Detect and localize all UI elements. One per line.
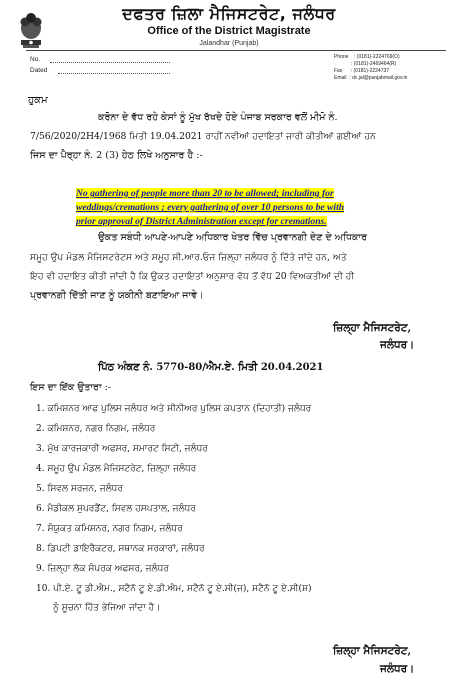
fax-label: Fax — [334, 68, 343, 74]
para1-line1: ਕਰੋਨਾ ਦੇ ਵੱਧ ਰਹੇ ਕੇਸਾਂ ਨੂੰ ਮੁੱਖ ਰੱਖਦੇ ਹੋਏ ਪੰਜਾਬ ਸਰਕਾਰ ਵਲੋਂ ਮੀਮੋ ਨੰ. — [98, 112, 338, 123]
para2-line2: ਸਮੂਹ ਉਪ ਮੰਡਲ ਮੈਜਿਸਟਰੇਟਸ ਅਤੇ ਸਮੂਹ ਸੀ.ਆਰ.ਓਜ ਜ਼ਿਲ੍ਹਾ ਜਲੰਧਰ ਨੂੰ ਦਿੱਤੇ ਜਾਂਦੇ ਹਨ, ਅਤੇ — [30, 252, 347, 263]
office-title-punjabi: ਦਫਤਰ ਜ਼ਿਲਾ ਮੈਜਿਸਟਰੇਟ, ਜਲੰਧਰ — [122, 4, 336, 23]
phone-label: Phone — [334, 54, 349, 60]
recipient-item: 4. ਸਮੂਹ ਉਪ ਮੰਡਲ ਮੈਜਿਸਟਰੇਟ, ਜ਼ਿਲ੍ਹਾ ਜਲੰਧਰ — [36, 464, 197, 474]
recipient-item: 7. ਸੰਯੁਕਤ ਕਮਿਸ਼ਨਰ, ਨਗਰ ਨਿਗਮ, ਜਲੰਧਰ — [36, 524, 183, 534]
recipient-item: 9. ਜ਼ਿਲ੍ਹਾ ਲੋਕ ਸੰਪਰਕ ਅਫਸਰ, ਜਲੰਧਰ — [36, 564, 169, 574]
recipient-item: 8. ਡਿਪਟੀ ਡਾਇਰੈਕਟਰ, ਸਥਾਨਕ ਸਰਕਾਰਾਂ, ਜਲੰਧਰ — [36, 544, 205, 554]
recipient-item: 10. ਪੀ.ਏ. ਟੂ ਡੀ.ਐਮ., ਸਟੈਨੋ ਟੂ ਏ.ਡੀ.ਐਮ, ਸਟੈਨੋ ਟੂ ਏ.ਸੀ(ਜ), ਸਟੈਨੋ ਟੂ ਏ.ਸੀ(ਸ਼) — [36, 584, 312, 594]
phone-office: : (0181)-2224769(O) — [354, 54, 400, 60]
endorsement-reference: ਪਿੱਠ ਅੰਕਣ ਨੰ. 5770-80/ਐਮ.ਏ. ਮਿਤੀ 20.04.2021 — [98, 362, 324, 373]
signature1-designation: ਜ਼ਿਲ੍ਹਾ ਮੈਜਿਸਟਰੇਟ, — [333, 322, 412, 334]
contact-block — [334, 54, 407, 82]
email-label: Email — [334, 75, 347, 81]
recipient-item: 2. ਕਮਿਸ਼ਨਰ, ਨਗਰ ਨਿਗਮ, ਜਲੰਧਰ — [36, 424, 156, 434]
letter-number-field — [50, 62, 170, 63]
copy-heading: ਇਸ ਦਾ ਇੱਕ ਉਤਾਰਾ :- — [30, 382, 112, 393]
para2-line1: ਉਕਤ ਸਬੰਧੀ ਆਪਣੇ-ਆਪਣੇ ਅਧਿਕਾਰ ਖੇਤਰ ਵਿੱਚ ਪ੍ਰਵਾਨਗੀ ਦੇਣ ਦੇ ਅਧਿਕਾਰ — [98, 232, 368, 243]
office-title-english: Office of the District Magistrate — [147, 25, 311, 37]
signature2-place: ਜਲੰਧਰ। — [380, 663, 415, 675]
recipient-item: 6. ਮੈਡੀਕਲ ਸੁਪਰਡੈਂਟ, ਸਿਵਲ ਹਸਪਤਾਲ, ਜਲੰਧਰ — [36, 504, 196, 514]
quote-line3 — [76, 209, 327, 228]
signature1-place: ਜਲੰਧਰ। — [380, 339, 415, 351]
phone-residence: : (0181)-2469464(R) — [351, 61, 397, 67]
quote-line2-text: weddings/cremations ; every gathering of over 10 persons to be with — [76, 202, 345, 213]
para1-line3: ਜਿਸ ਦਾ ਪੈਰ੍ਹਾ ਨੰ. 2 (3) ਹੇਠ ਲਿਖੇ ਅਨੁਸਾਰ ਹੈ :- — [30, 150, 203, 161]
order-heading: ਹੁਕਮ — [28, 95, 48, 106]
dated-label: Dated — [30, 67, 48, 74]
quote-line3-text: prior approval of District Administration except for cremations. — [76, 216, 327, 227]
office-city: Jalandhar (Punjab) — [199, 40, 259, 47]
closing-line: ਨੂੰ ਸੂਚਨਾ ਹਿੱਤ ਭੇਜਿਆ ਜਾਂਦਾ ਹੈ। — [53, 603, 161, 613]
letter-number-label: No. — [30, 56, 41, 63]
dated-field — [58, 73, 170, 74]
para1-line2: 7/56/2020/2H4/1968 ਮਿਤੀ 19.04.2021 ਰਾਹੀਂ ਨਵੀਆਂ ਹਦਾਇਤਾਂ ਜਾਰੀ ਕੀਤੀਆਂ ਗਈਆਂ ਹਨ — [30, 131, 376, 142]
signature2-designation: ਜ਼ਿਲ੍ਹਾ ਮੈਜਿਸਟਰੇਟ, — [333, 645, 412, 657]
para2-line3: ਇਹ ਵੀ ਹਦਾਇਤ ਕੀਤੀ ਜਾਂਦੀ ਹੈ ਕਿ ਉਕਤ ਹਦਾਇਤਾਂ ਅਨੁਸਾਰ ਵੱਧ ਤੋਂ ਵੱਧ 20 ਵਿਅਕਤੀਆਂ ਦੀ ਹੀ — [30, 271, 355, 282]
quote-line1-text: No gathering of people more than 20 to be allowed; including for — [76, 188, 334, 199]
recipient-item: 1. ਕਮਿਸ਼ਨਰ ਆਫ ਪੁਲਿਸ ਜਲੰਧਰ ਅਤੇ ਸੀਨੀਅਰ ਪੁਲਿਸ ਕਪਤਾਨ (ਦਿਹਾਤੀ) ਜਲੰਧਰ — [36, 404, 312, 414]
header-divider — [26, 50, 446, 51]
recipient-item: 3. ਮੁੱਖ ਕਾਰਜਕਾਰੀ ਅਫਸਰ, ਸਮਾਰਟ ਸਿਟੀ, ਜਲੰਧਰ — [36, 444, 208, 454]
fax-number: : (0181)-2224737 — [350, 68, 390, 74]
para2-line4: ਪ੍ਰਵਾਨਗੀ ਦਿੱਤੀ ਜਾਣ ਨੂੰ ਯਕੀਨੀ ਬਣਾਇਆ ਜਾਵੇ। — [30, 290, 204, 301]
recipient-item: 5. ਸਿਵਲ ਸਰਜਨ, ਜਲੰਧਰ — [36, 484, 123, 494]
email-address: : dc.jal@punjabmail.gov.in — [349, 75, 408, 81]
